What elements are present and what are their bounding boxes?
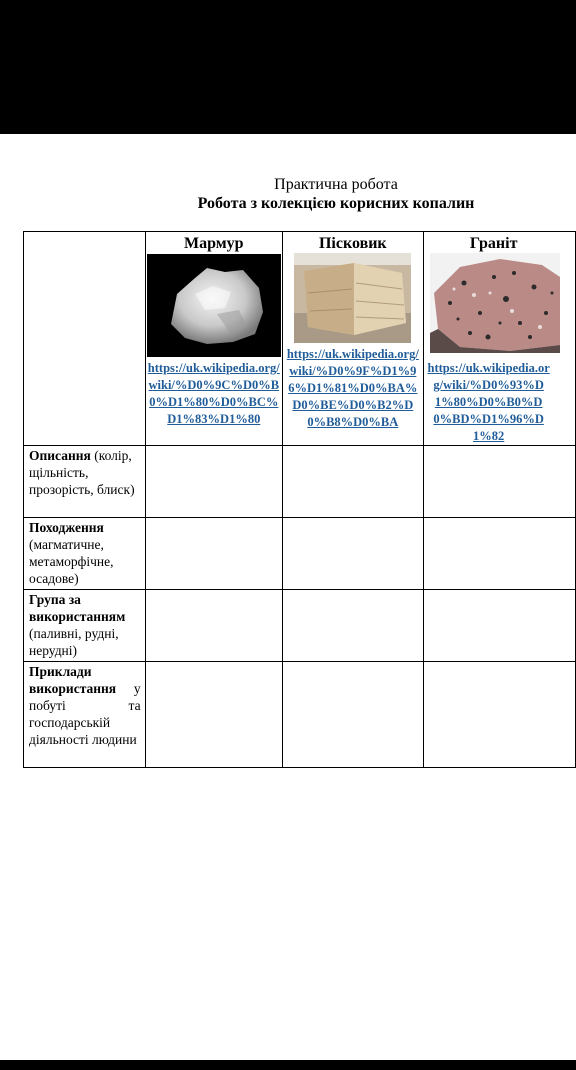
row-label-bold: Описання [29, 448, 91, 463]
sandstone-rock-photo-icon [294, 253, 411, 343]
table-row [24, 662, 576, 768]
page-subtitle: Практична робота [274, 176, 398, 193]
table-row [24, 446, 576, 518]
page-title: Робота з колекцією корисних копалин [197, 195, 475, 212]
granite-image [430, 253, 575, 357]
row-label-hint: (колір, щільність, прозорість, блиск) [29, 448, 135, 497]
row-label-bold: Походження [29, 520, 104, 535]
mineral-column-sandstone [282, 232, 423, 446]
minerals-table [23, 231, 576, 768]
mineral-column-granite [423, 232, 575, 446]
row-label-bold: Приклади використання [29, 664, 117, 696]
row-label-usage-group [24, 590, 146, 662]
sandstone-usage-examples-cell[interactable] [282, 662, 423, 768]
empty-corner-cell [24, 232, 146, 446]
row-label-description [24, 446, 146, 518]
marble-image [146, 254, 282, 357]
row-label-hint: у побуті та господарській діяльності людини [29, 681, 141, 747]
table-header-row [24, 232, 576, 446]
row-label-hint: (паливні, рудні, нерудні) [29, 626, 119, 658]
sandstone-image [283, 253, 423, 343]
mineral-name: Граніт [469, 235, 518, 252]
sandstone-description-cell[interactable] [282, 446, 423, 518]
marble-usage-group-cell[interactable] [145, 590, 282, 662]
table-row [24, 590, 576, 662]
bottom-black-bar [0, 1060, 576, 1070]
row-label-hint: (магматичне, метаморфічне, осадове) [29, 537, 114, 586]
granite-usage-examples-cell[interactable] [423, 662, 575, 768]
top-black-bar [0, 0, 576, 134]
marble-usage-examples-cell[interactable] [145, 662, 282, 768]
row-label-usage-examples [24, 662, 146, 768]
row-label-origin [24, 518, 146, 590]
table-row [24, 518, 576, 590]
mineral-name: Пісковик [318, 235, 387, 252]
granite-wiki-link[interactable]: https://uk.wikipedia.org/wiki/%D0%93%D1%80%D0%B0%D0%BD%D1%96%D1%82 [427, 361, 550, 443]
marble-wiki-link[interactable]: https://uk.wikipedia.org/wiki/%D0%9C%D0%B0%D1%80%D0%BC%D1%83%D1%80 [147, 361, 280, 426]
sandstone-wiki-link[interactable]: https://uk.wikipedia.org/wiki/%D0%9F%D1%96%D1%81%D0%BA%D0%BE%D0%B2%D0%B8%D0%BA [286, 347, 419, 429]
granite-description-cell[interactable] [423, 446, 575, 518]
marble-origin-cell[interactable] [145, 518, 282, 590]
granite-origin-cell[interactable] [423, 518, 575, 590]
marble-description-cell[interactable] [145, 446, 282, 518]
mineral-column-marble [145, 232, 282, 446]
sandstone-origin-cell[interactable] [282, 518, 423, 590]
sandstone-usage-group-cell[interactable] [282, 590, 423, 662]
row-label-bold: Група за використанням [29, 592, 126, 624]
granite-rock-photo-icon [430, 253, 560, 353]
marble-rock-photo-icon [147, 254, 281, 357]
mineral-name: Мармур [184, 235, 244, 252]
granite-usage-group-cell[interactable] [423, 590, 575, 662]
